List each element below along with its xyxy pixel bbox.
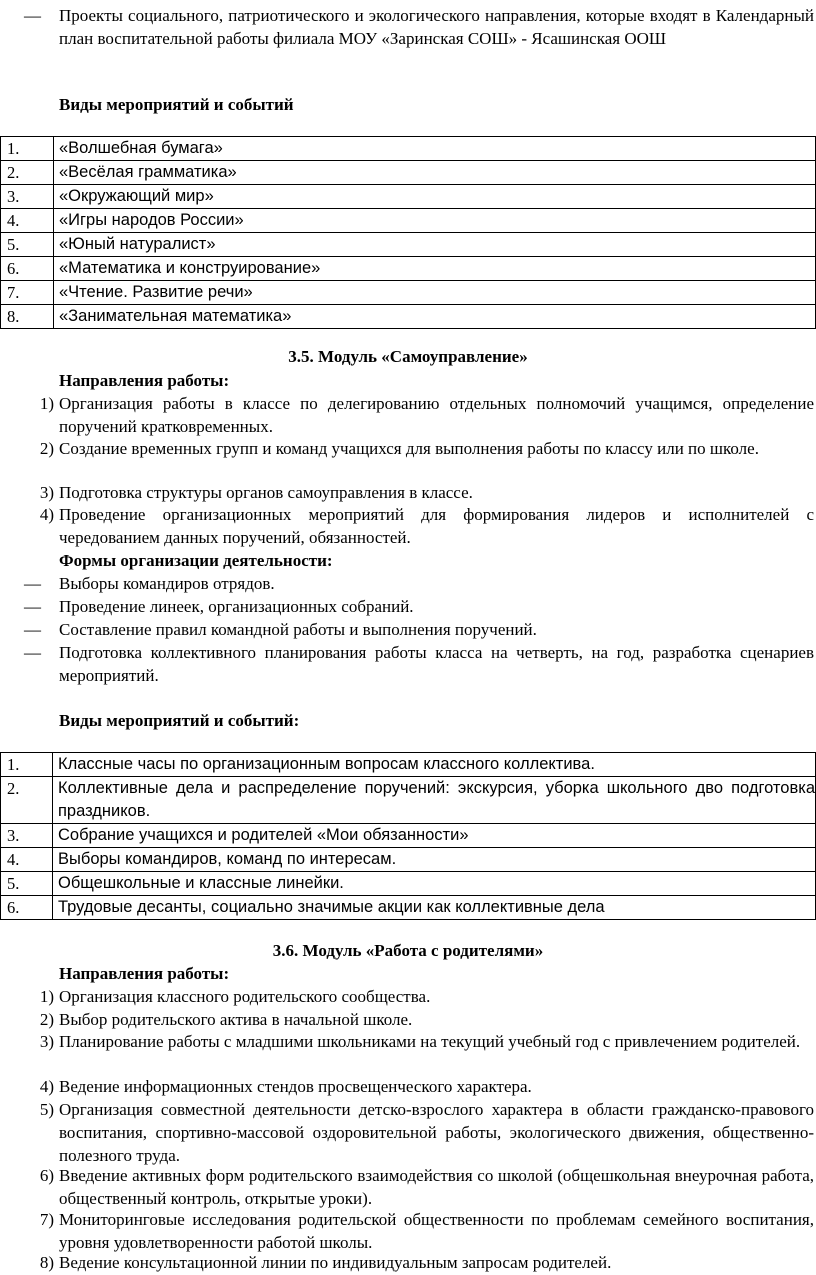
item-text: Выбор родительского актива в начальной школе. [59, 1010, 413, 1029]
row-text: «Юный натуралист» [54, 233, 816, 257]
events-table-1 [0, 136, 816, 329]
item-text: Подготовка коллективного планирования работы класса на четверть, на год, разработка сценариев мероприятий. [59, 643, 814, 685]
item-text: Организация работы в классе по делегированию отдельных полномочий учащимся, определение поручений кратковременных. [59, 394, 814, 436]
row-text: «Весёлая грамматика» [54, 161, 816, 185]
item-number: 4) [39, 505, 54, 524]
bullet-marker: — [24, 597, 41, 616]
module35-directions-heading: Направления работы: [59, 371, 230, 390]
module36-directions-heading: Направления работы: [59, 964, 230, 983]
row-text: Общешкольные и классные линейки. [53, 872, 816, 896]
row-text: Собрание учащихся и родителей «Мои обязанности» [53, 824, 816, 848]
item-text: Ведение информационных стендов просвещенческого характера. [59, 1077, 532, 1096]
item-text: Выборы командиров отрядов. [59, 574, 275, 593]
item-text: Организация классного родительского сообщества. [59, 987, 431, 1006]
table-row [1, 305, 816, 329]
module35-title: 3.5. Модуль «Самоуправление» [288, 347, 528, 366]
item-text: Мониторинговые исследования родительской общественности по проблемам семейного воспитания, уровня удовлетворенности работой школы. [59, 1210, 814, 1252]
row-text: Выборы командиров, команд по интересам. [53, 848, 816, 872]
item-number: 7) [39, 1210, 54, 1229]
item-text: Введение активных форм родительского взаимодействия со школой (общешкольная внеурочная работа, общественный контроль, открытые уроки). [59, 1166, 814, 1208]
table-row [1, 233, 816, 257]
row-number: 5. [1, 872, 53, 896]
row-number: 7. [1, 281, 54, 305]
table-row [1, 185, 816, 209]
table-row [1, 281, 816, 305]
item-text: Планирование работы с младшими школьниками на текущий учебный год с привлечением родителей. [59, 1032, 801, 1051]
row-text: «Чтение. Развитие речи» [54, 281, 816, 305]
intro-text: Проекты социального, патриотического и экологического направления, которые входят в Календарный план воспитательной работы филиала МОУ «Заринская СОШ» - Ясашинская ООШ [59, 6, 814, 48]
item-number: 2) [39, 439, 54, 458]
table-row [1, 848, 816, 872]
item-number: 1) [39, 394, 54, 413]
item-text: Ведение консультационной линии по индивидуальным запросам родителей. [59, 1253, 612, 1272]
row-number: 6. [1, 257, 54, 281]
item-text: Составление правил командной работы и выполнения поручений. [59, 620, 537, 639]
row-number: 6. [1, 896, 53, 920]
bullet-marker: — [24, 574, 41, 593]
item-number: 1) [39, 987, 54, 1006]
table-row [1, 257, 816, 281]
row-text: Классные часы по организационным вопросам классного коллектива. [53, 753, 816, 777]
row-number: 5. [1, 233, 54, 257]
table-row [1, 137, 816, 161]
item-text: Проведение линеек, организационных собраний. [59, 597, 414, 616]
module35-forms-heading: Формы организации деятельности: [59, 551, 333, 570]
table-row [1, 777, 816, 824]
row-text: «Занимательная математика» [54, 305, 816, 329]
module36-title: 3.6. Модуль «Работа с родителями» [272, 941, 544, 960]
row-text: Трудовые десанты, социально значимые акции как коллективные дела [53, 896, 816, 920]
item-number: 8) [39, 1253, 54, 1272]
row-text: Коллективные дела и распределение поручений: экскурсия, уборка школьного дво подготовка праздников. [53, 777, 816, 824]
table-row [1, 872, 816, 896]
row-number: 4. [1, 848, 53, 872]
row-text: «Волшебная бумага» [54, 137, 816, 161]
table-row [1, 209, 816, 233]
row-number: 3. [1, 824, 53, 848]
section1-heading: Виды мероприятий и событий [59, 95, 294, 114]
bullet-marker: — [24, 6, 41, 25]
row-number: 1. [1, 137, 54, 161]
item-text: Создание временных групп и команд учащихся для выполнения работы по классу или по школе. [59, 439, 759, 458]
row-number: 3. [1, 185, 54, 209]
item-number: 3) [39, 483, 54, 502]
item-number: 2) [39, 1010, 54, 1029]
row-number: 4. [1, 209, 54, 233]
item-number: 5) [39, 1100, 54, 1119]
bullet-marker: — [24, 643, 41, 662]
row-text: «Окружающий мир» [54, 185, 816, 209]
row-number: 8. [1, 305, 54, 329]
item-number: 4) [39, 1077, 54, 1096]
item-number: 3) [39, 1032, 54, 1051]
table-row [1, 161, 816, 185]
table-row [1, 824, 816, 848]
events-table-2 [0, 752, 816, 920]
table-row [1, 753, 816, 777]
row-number: 1. [1, 753, 53, 777]
row-text: «Математика и конструирование» [54, 257, 816, 281]
table-row [1, 896, 816, 920]
row-number: 2. [1, 777, 53, 824]
item-text: Проведение организационных мероприятий для формирования лидеров и исполнителей с чередованием данных поручений, обязанностей. [59, 505, 814, 547]
module35-events-heading: Виды мероприятий и событий: [59, 711, 300, 730]
bullet-marker: — [24, 620, 41, 639]
item-text: Организация совместной деятельности детско-взрослого характера в области гражданско-правового воспитания, спортивно-массовой оздоровительной работы, экологического движения, общественно-полезного труда. [59, 1100, 814, 1165]
item-number: 6) [39, 1166, 54, 1185]
item-text: Подготовка структуры органов самоуправления в классе. [59, 483, 473, 502]
row-text: «Игры народов России» [54, 209, 816, 233]
row-number: 2. [1, 161, 54, 185]
